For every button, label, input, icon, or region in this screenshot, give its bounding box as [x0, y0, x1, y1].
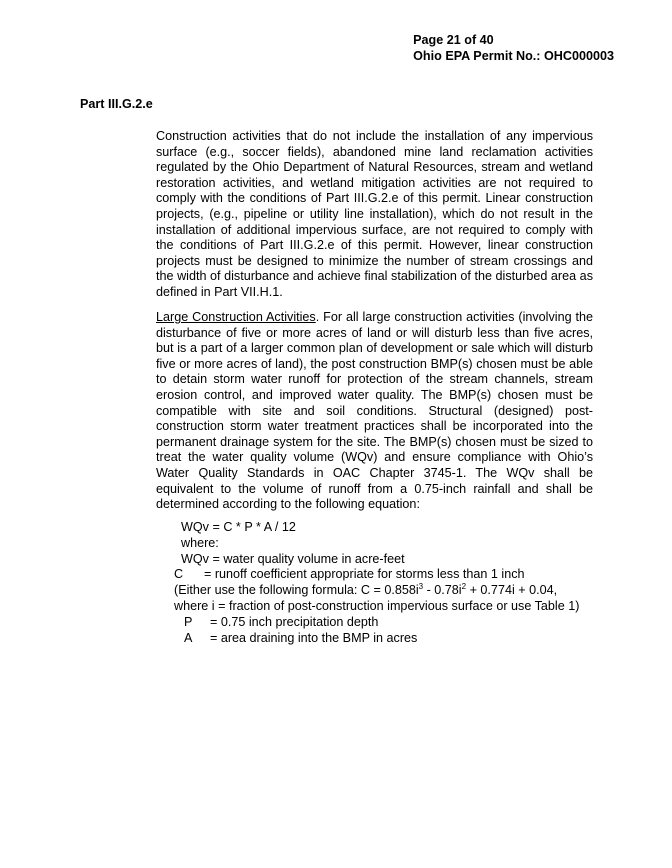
a-definition-line	[174, 631, 594, 647]
p-symbol: P	[184, 614, 193, 629]
c-definition-line	[174, 567, 594, 583]
paragraph-exemptions: Construction activities that do not include the installation of any impervious surface (e.g., soccer fields), abandoned mine land reclamation activities regulated by the Ohio Department of Natural Resources, stream and wetland restoration activities, and wetland mitigation activities are not required to comply with the conditions of Part III.G.2.e of this permit. Linear construction projects, (e.g., pipeline or utility line installation), which do not result in the installation of additional impervious surface, are not required to comply with the conditions of Part III.G.2.e of this permit. However, linear construction projects must be designed to minimize the number of stream crossings and the width of disturbance and achieve final stabilization of the disturbed area as defined in Part VII.H.1.	[156, 129, 593, 299]
c-definition: = runoff coefficient appropriate for storms less than 1 inch	[204, 567, 525, 582]
c-formula-part-c: + 0.774i + 0.04,	[466, 583, 558, 598]
wqv-equation-block	[174, 520, 594, 646]
c-formula-part-b: - 0.78i	[423, 583, 462, 598]
p-definition: = 0.75 inch precipitation depth	[210, 614, 379, 629]
section-heading-large-construction: Large Construction Activities	[156, 310, 316, 324]
c-formula-exponent-3: 3	[418, 582, 424, 591]
c-formula-exponent-2: 2	[461, 582, 467, 591]
wqv-definition: WQv = water quality volume in acre-feet	[181, 551, 405, 566]
permit-number: Ohio EPA Permit No.: OHC000003	[413, 49, 614, 63]
part-title: Part III.G.2.e	[80, 97, 153, 111]
p-definition-line	[174, 615, 594, 631]
paragraph-large-construction-body: . For all large construction activities (involving the disturbance of five or more acres of land or will disturb less than five acres, but is a part of a larger common plan of development or sale which will disturb five or more acres of land), the post construction BMP(s) chosen must be able to detain storm water runoff for protection of the stream channels, stream erosion control, and improved water quality. The BMP(s) chosen must be compatible with site and soil conditions. Structural (designed) post-construction storm water treatment practices shall be incorporated into the permanent drainage system for the site. The BMP(s) chosen must be sized to treat the water quality volume (WQv) and ensure compliance with Ohio’s Water Quality Standards in OAC Chapter 3745-1. The WQv shall be equivalent to the volume of runoff from a 0.75-inch rainfall and shall be determined according to the following equation:	[156, 310, 593, 512]
c-formula-line-2: where i = fraction of post-construction impervious surface or use Table 1)	[174, 598, 580, 613]
c-formula-part-a: (Either use the following formula: C = 0.858i	[174, 583, 419, 598]
c-formula-line	[174, 583, 594, 599]
where-label: where:	[181, 535, 219, 550]
page-header	[413, 32, 614, 64]
c-symbol: C	[174, 567, 184, 582]
a-definition: = area draining into the BMP in acres	[210, 630, 418, 645]
paragraph-large-construction	[156, 310, 593, 513]
wqv-formula: WQv = C * P * A / 12	[181, 520, 296, 534]
page-number: Page 21 of 40	[413, 33, 494, 47]
a-symbol: A	[184, 630, 193, 645]
